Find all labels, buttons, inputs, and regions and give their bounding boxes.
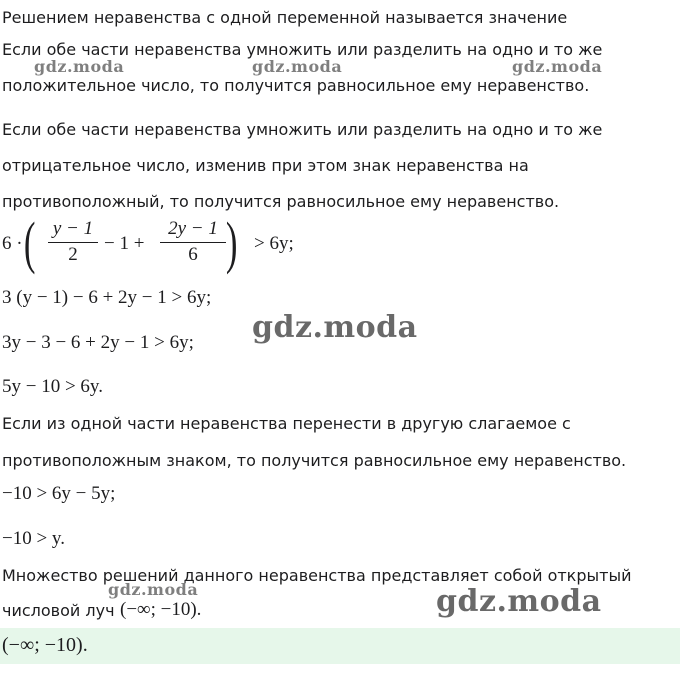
equation-1-tail: > 6y; [254,233,294,254]
equation-6: −10 > y. [2,528,65,549]
fraction-2-numerator: 2y − 1 [168,218,218,239]
paragraph-transfer-2: противоположным знаком, то получится равносильное ему неравенство. [2,451,627,470]
fraction-2-bar [160,242,226,243]
paragraph-positive-multiply-2: положительное число, то получится равносильное ему неравенство. [2,76,590,95]
watermark-small-2: gdz.moda [252,57,343,76]
solution-interval-inline: (−∞; −10). [120,599,202,620]
watermark-small-1: gdz.moda [34,57,125,76]
equation-1-mid: − 1 + [104,233,145,254]
fraction-2-denominator: 6 [188,244,198,265]
paragraph-positive-multiply-1: Если обе части неравенства умножить или разделить на одно и то же [2,40,603,59]
watermark-large-2: gdz.moda [436,584,602,619]
paragraph-solution-1: Множество решений данного неравенства представляет собой открытый [2,566,632,585]
fraction-2 [160,218,226,266]
paragraph-negative-multiply-3: противоположный, то получится равносильное ему неравенство. [2,192,560,211]
equation-5: −10 > 6y − 5y; [2,483,116,504]
watermark-small-3: gdz.moda [512,57,603,76]
answer-value: (−∞; −10). [2,634,88,656]
paragraph-negative-multiply-2: отрицательное число, изменив при этом знак неравенства на [2,156,529,175]
equation-1-lead: 6 · [2,233,23,254]
right-parenthesis: ) [225,210,238,275]
paragraph-negative-multiply-1: Если обе части неравенства умножить или разделить на одно и то же [2,120,603,139]
watermark-large-1: gdz.moda [252,310,418,345]
fraction-1-bar [48,242,98,243]
paragraph-transfer-1: Если из одной части неравенства перенести в другую слагаемое с [2,414,571,433]
fraction-1 [48,218,98,266]
answer-box [0,628,680,664]
equation-2: 3 (y − 1) − 6 + 2y − 1 > 6y; [2,287,212,308]
equation-3: 3y − 3 − 6 + 2y − 1 > 6y; [2,332,194,353]
fraction-1-denominator: 2 [68,244,78,265]
equation-4: 5y − 10 > 6y. [2,376,103,397]
paragraph-solution-2: числовой луч [2,601,115,620]
left-parenthesis: ( [23,210,36,275]
fraction-1-numerator: y − 1 [52,218,94,239]
paragraph-definition: Решением неравенства с одной переменной называется значение [2,8,568,27]
watermark-small-4: gdz.moda [108,580,199,599]
